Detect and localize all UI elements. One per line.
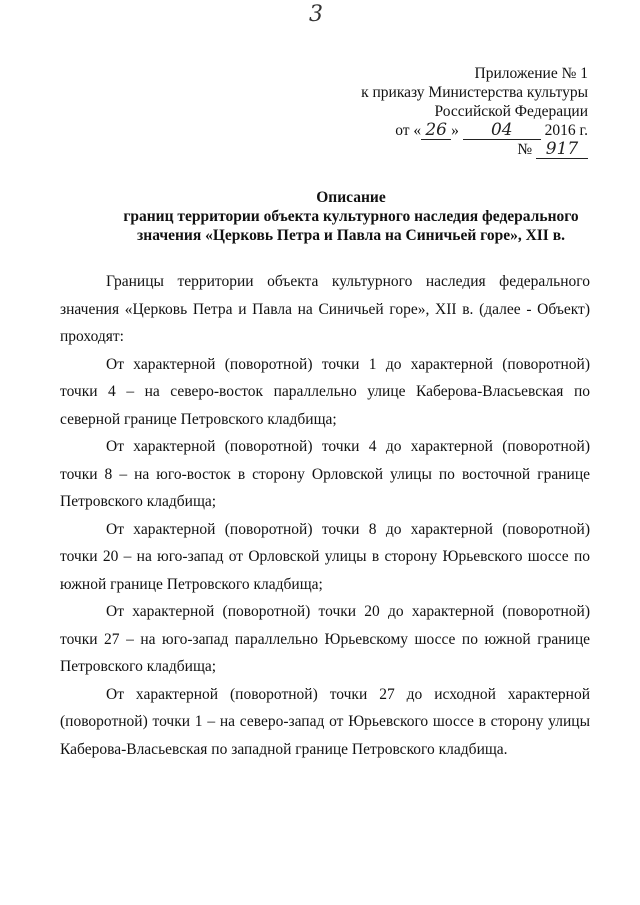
paragraph-segment-20-27: От характерной (поворотной) точки 20 до характерной (поворотной) точки 27 – на юго-запад параллельно Юрьевскому шоссе по южной границе Петровского кладбища; xyxy=(60,603,590,675)
paragraph-segment-4-8: От характерной (поворотной) точки 4 до характерной (поворотной) точки 8 – на юго-восток в сторону Орловской улицы по восточной границе Петровского кладбища; xyxy=(60,438,590,510)
appendix-federation: Российской Федерации xyxy=(434,103,588,120)
order-number: 917 xyxy=(545,139,579,159)
paragraph-segment-27-1: От характерной (поворотной) точки 27 до исходной характерной (поворотной) точки 1 – на северо-запад от Юрьевского шоссе в сторону улицы Каберова-Власьевская по западной границе Петровского кладбища. xyxy=(60,685,590,758)
appendix-date xyxy=(361,121,588,140)
appendix-title: Приложение № 1 xyxy=(474,65,588,82)
appendix-header xyxy=(361,64,588,159)
appendix-order-ref: к приказу Министерства культуры xyxy=(361,84,588,101)
date-year: 2016 г. xyxy=(544,122,588,139)
title-line-1: Описание xyxy=(316,189,386,206)
paragraph-intro: Границы территории объекта культурного наследия федерального значения «Церковь Петра и Павла на Синичьей горе», XII в. (далее - Объект) проходят: xyxy=(60,273,590,345)
date-month: 04 xyxy=(490,120,513,140)
date-close-quote: » xyxy=(451,122,459,139)
paragraph-segment-1-4: От характерной (поворотной) точки 1 до характерной (поворотной) точки 4 – на северо-восток параллельно улице Каберова-Власьевская по северной границе Петровского кладбища; xyxy=(60,355,590,428)
date-prefix: от « xyxy=(395,122,422,139)
page-number: 3 xyxy=(309,2,323,27)
title-line-2: границ территории объекта культурного наследия федерального xyxy=(123,208,579,225)
paragraph-segment-8-20: От характерной (поворотной) точки 8 до характерной (поворотной) точки 20 – на юго-запад от Орловской улицы в сторону Юрьевского шоссе по южной границе Петровского кладбища; xyxy=(60,520,590,593)
number-prefix: № xyxy=(517,141,533,158)
title-line-3: значения «Церковь Петра и Павла на Синичьей горе», XII в. xyxy=(137,227,565,244)
document-title xyxy=(60,188,640,245)
appendix-number xyxy=(361,140,588,159)
document-body xyxy=(60,268,590,763)
date-day: 26 xyxy=(425,120,447,140)
